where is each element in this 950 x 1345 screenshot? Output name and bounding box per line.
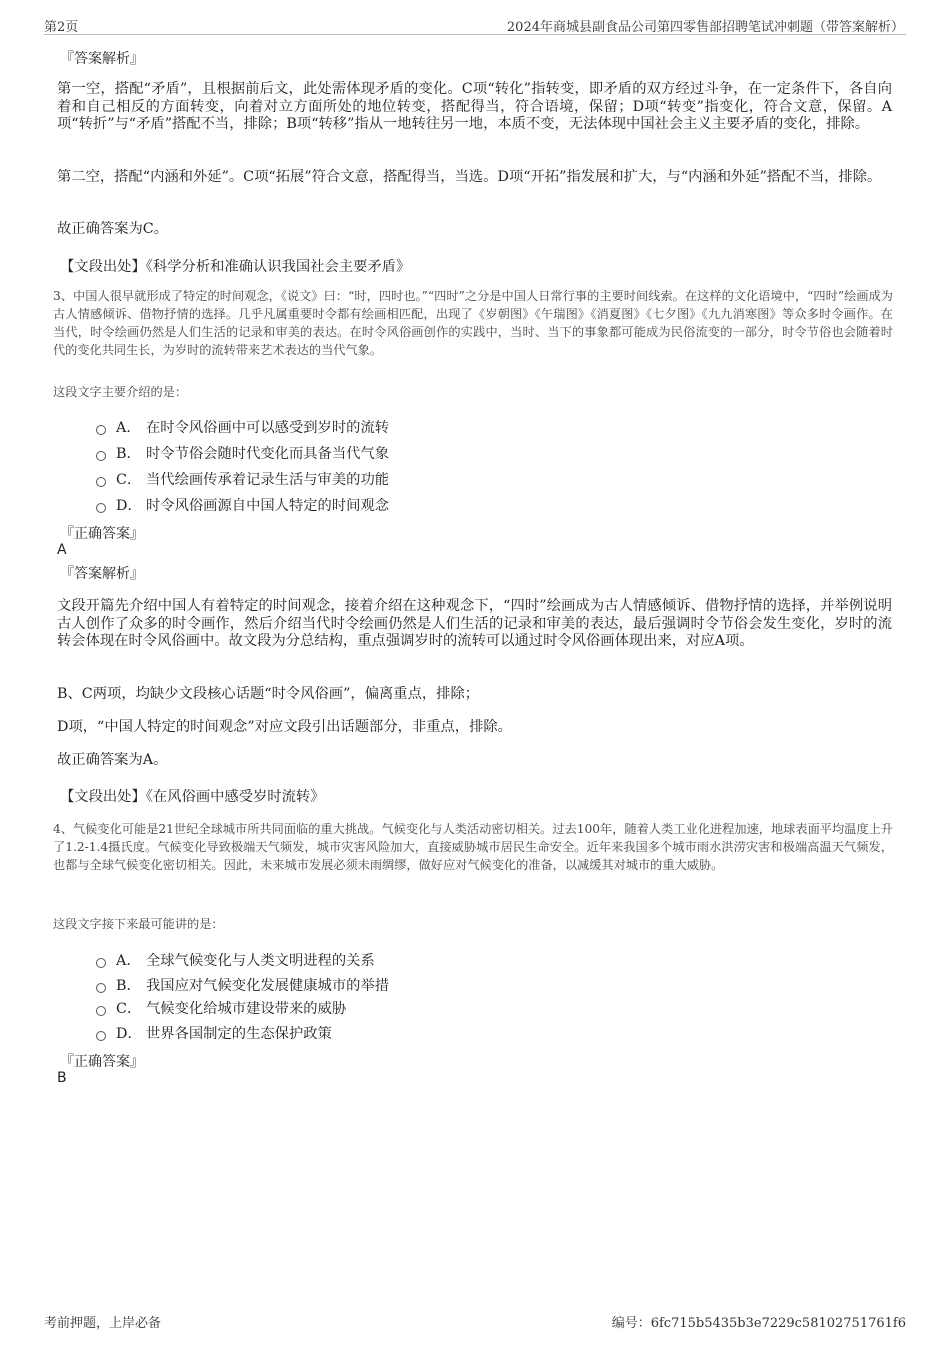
q3-option-a[interactable]: A． 在时令风俗画中可以感受到岁时的流转 bbox=[96, 417, 389, 437]
radio-button[interactable] bbox=[96, 451, 106, 461]
q2-conclusion: 故正确答案为C。 bbox=[57, 221, 169, 237]
q4-prompt: 这段文字接下来最可能讲的是： bbox=[53, 917, 224, 931]
q4-option-b[interactable]: B． 我国应对气候变化发展健康城市的举措 bbox=[96, 975, 389, 995]
q3-analysis-paragraph-3: D项，“中国人特定的时间观念”对应文段引出话题部分，非重点，排除。 bbox=[57, 719, 512, 735]
q3-source: 【文段出处】《在风俗画中感受岁时流转》 bbox=[60, 789, 325, 805]
q2-analysis-paragraph-2: 第二空，搭配“内涵和外延”。C项“拓展”符合文意，搭配得当，当选。D项“开拓”指发展和扩大，与“内涵和外延”搭配不当，排除。 bbox=[57, 169, 882, 185]
q3-analysis-paragraph-1: 文段开篇先介绍中国人有着特定的时间观念，接着介绍在这种观念下，“四时”绘画成为古人情感倾诉、借物抒情的选择，并举例说明古人创作了众多的时令画作，然后介绍当代时令绘画仍然是人们生活的记录和审美的表达，最后强调时令节俗会发生变化，岁时的流转会体现在时令风俗画中。故文段为分总结构，重点强调岁时的流转可以通过时令风俗画体现出来，对应A项。 bbox=[57, 598, 892, 649]
q4-answer-label: 『正确答案』 bbox=[60, 1054, 144, 1070]
q4-stem: 4、气候变化可能是21世纪全球城市所共同面临的重大挑战。气候变化与人类活动密切相关。过去100年，随着人类工业化进程加速，地球表面平均温度上升了1.2-1.4摄氏度。气候变化导致极端天气频发，城市灾害风险加大，直接威胁城市居民生命安全。近年来我国多个城市雨水洪涝灾害和极端高温天气频发，也都与全球气候变化密切相关。因此，未来城市发展必须未雨绸缪，做好应对气候变化的准备，以减缓其对城市的重大威胁。 bbox=[53, 822, 893, 872]
q3-answer-label: 『正确答案』 bbox=[60, 526, 144, 542]
q3-prompt: 这段文字主要介绍的是： bbox=[53, 385, 188, 399]
page-header bbox=[44, 14, 906, 35]
q2-source: 【文段出处】《科学分析和准确认识我国社会主要矛盾》 bbox=[60, 259, 411, 275]
q3-option-b[interactable]: B． 时令节俗会随时代变化而具备当代气象 bbox=[96, 443, 389, 463]
radio-button[interactable] bbox=[96, 425, 106, 435]
q4-option-d[interactable]: D． 世界各国制定的生态保护政策 bbox=[96, 1023, 332, 1043]
radio-button[interactable] bbox=[96, 503, 106, 513]
q3-option-c[interactable]: C． 当代绘画传承着记录生活与审美的功能 bbox=[96, 469, 389, 489]
page-number: 第2页 bbox=[44, 20, 79, 35]
radio-button[interactable] bbox=[96, 958, 106, 968]
q2-analysis-label: 『答案解析』 bbox=[60, 51, 144, 67]
q4-answer: B bbox=[57, 1070, 67, 1086]
q3-answer: A bbox=[57, 542, 67, 558]
footer-slogan: 考前押题，上岸必备 bbox=[44, 1316, 162, 1331]
q3-stem: 3、中国人很早就形成了特定的时间观念，《说文》曰：“时，四时也。”“四时”之分是中国人日常行事的主要时间线索。在这样的文化语境中，“四时”绘画成为古人情感倾诉、借物抒情的选择。几乎凡属重要时令都有绘画相匹配，出现了《岁朝图》《午瑞图》《消夏图》《七夕图》《九九消寒图》等众多时令画作。在当代，时令绘画仍然是人们生活的记录和审美的表达。在时令风俗画创作的实践中，当时、当下的事象都可能成为民俗流变的一部分，时令节俗也会随着时代的变化共同生长，为岁时的流转带来艺术表达的当代气象。 bbox=[53, 289, 893, 357]
radio-button[interactable] bbox=[96, 477, 106, 487]
q3-analysis-paragraph-2: B、C两项，均缺少文段核心话题“时令风俗画”，偏离重点，排除； bbox=[57, 686, 480, 702]
q4-option-a[interactable]: A． 全球气候变化与人类文明进程的关系 bbox=[96, 950, 375, 970]
q3-option-d[interactable]: D． 时令风俗画源自中国人特定的时间观念 bbox=[96, 495, 389, 515]
q3-conclusion: 故正确答案为A。 bbox=[57, 752, 168, 768]
radio-button[interactable] bbox=[96, 983, 106, 993]
document-code: 编号：6fc715b5435b3e7229c58102751761f6 bbox=[611, 1316, 906, 1331]
document-title: 2024年商城县副食品公司第四零售部招聘笔试冲刺题（带答案解析） bbox=[506, 20, 904, 35]
radio-button[interactable] bbox=[96, 1031, 106, 1041]
q4-option-c[interactable]: C． 气候变化给城市建设带来的威胁 bbox=[96, 998, 346, 1018]
q3-analysis-label: 『答案解析』 bbox=[60, 566, 144, 582]
q2-analysis-paragraph-1: 第一空，搭配“矛盾”，且根据前后文，此处需体现矛盾的变化。C项“转化”指转变，即矛盾的双方经过斗争，在一定条件下，各自向着和自己相反的方面转变，向着对立方面所处的地位转变，搭配得当，符合语境，保留；D项“转变”指变化，符合文意，保留。A项“转折”与“矛盾”搭配不当，排除；B项“转移”指从一地转往另一地，本质不变，无法体现中国社会主义主要矛盾的变化，排除。 bbox=[57, 81, 892, 132]
page-footer bbox=[44, 1312, 906, 1332]
radio-button[interactable] bbox=[96, 1006, 106, 1016]
